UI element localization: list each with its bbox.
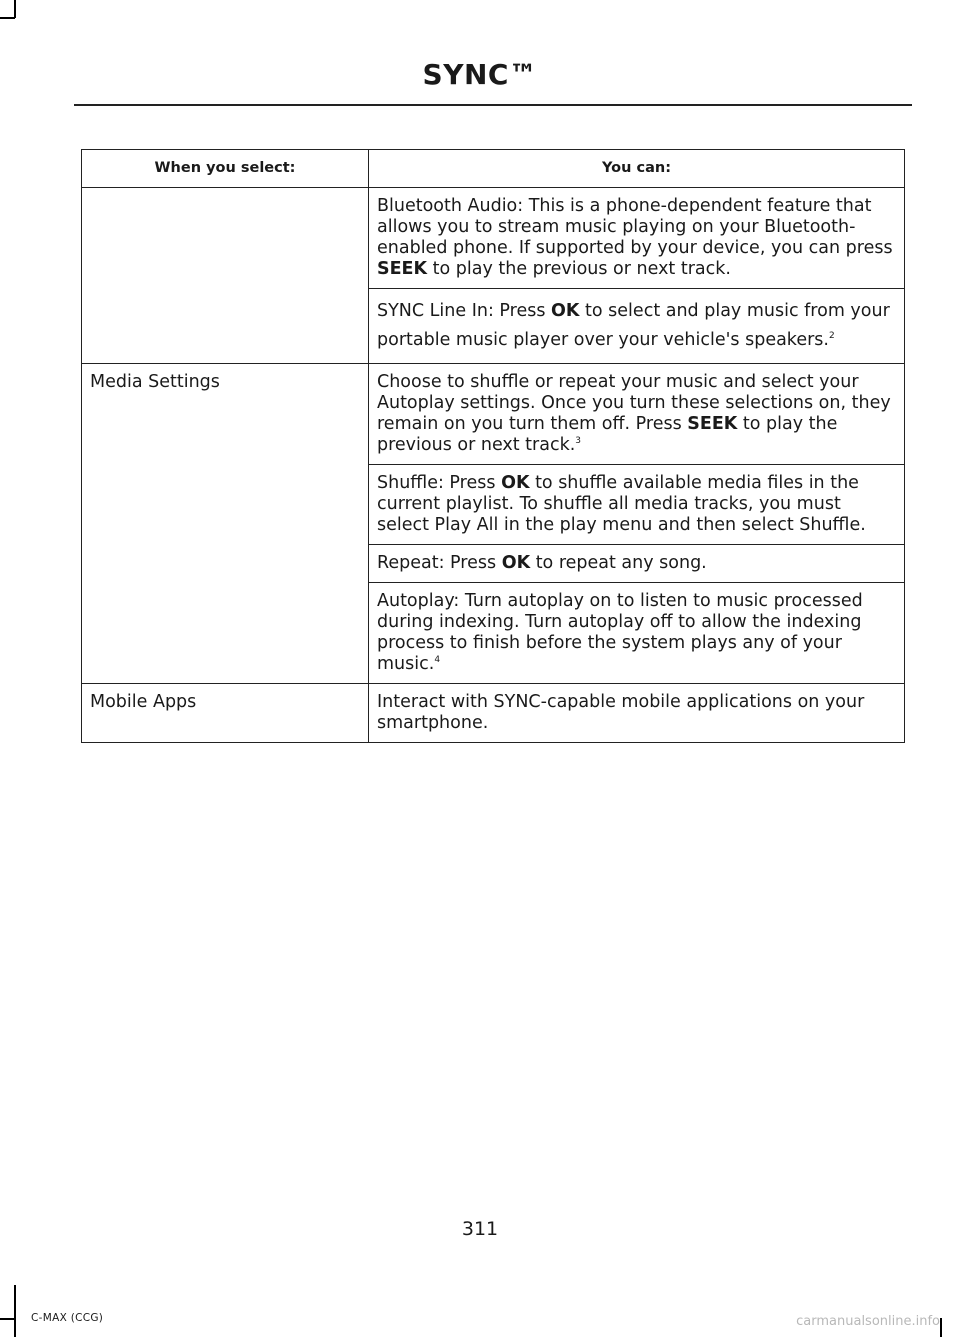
row-description <box>369 364 905 684</box>
text: to select and play music from your portable music player over your vehicle's speakers. <box>377 301 890 350</box>
text: Shuffle: Press <box>377 473 502 493</box>
text: to repeat any song. <box>530 553 707 573</box>
footnote-marker: 4 <box>434 655 441 666</box>
bluetooth-audio-cell <box>369 188 904 288</box>
table-row <box>82 684 905 743</box>
crop-mark <box>940 1318 942 1337</box>
keyword-ok: OK <box>501 553 531 573</box>
footnote-marker: 2 <box>828 331 835 342</box>
header-you-can: You can: <box>369 150 905 188</box>
sync-media-table <box>81 149 905 743</box>
keyword-ok: OK <box>551 301 580 321</box>
media-settings-intro-cell <box>369 364 904 464</box>
text: Repeat: Press <box>377 553 502 573</box>
shuffle-cell <box>369 464 904 544</box>
autoplay-cell <box>369 582 904 683</box>
table-row <box>82 188 905 364</box>
table-row <box>82 364 905 684</box>
crop-mark <box>14 0 16 18</box>
vehicle-code: C-MAX (CCG) <box>31 1312 104 1324</box>
row-label-mobile-apps: Mobile Apps <box>82 684 369 743</box>
text: Bluetooth Audio: This is a phone-dependent feature that allows you to stream music playing on your Bluetooth-enabled phone. If supported by your device, you can press <box>377 196 893 258</box>
text: to play the previous or next track. <box>377 414 838 455</box>
repeat-cell <box>369 544 904 582</box>
footnote-marker: 3 <box>575 436 582 447</box>
text: Autoplay: Turn autoplay on to listen to music processed during indexing. Turn autoplay off to allow the indexing process to finish before the system plays any of your music. <box>377 591 863 674</box>
header-divider <box>74 104 912 106</box>
page-title: SYNC™ <box>422 58 538 91</box>
keyword-seek: SEEK <box>377 259 428 279</box>
text: to shuffle available media files in the current playlist. To shuffle all media tracks, you must select Play All in the play menu and then select Shuffle. <box>377 473 866 535</box>
crop-mark <box>14 1285 16 1337</box>
keyword-seek: SEEK <box>687 414 738 434</box>
header-when-you-select: When you select: <box>82 150 369 188</box>
page-number: 311 <box>461 1218 499 1240</box>
watermark: carmanualsonline.info <box>796 1314 940 1329</box>
text: to play the previous or next track. <box>427 259 731 279</box>
keyword-ok: OK <box>501 473 530 493</box>
row-label-media-settings: Media Settings <box>82 364 369 684</box>
sync-line-in-cell <box>369 288 904 363</box>
row-description <box>369 188 905 364</box>
row-label-empty <box>82 188 369 364</box>
mobile-apps-cell: Interact with SYNC-capable mobile applications on your smartphone. <box>369 684 905 743</box>
text: SYNC Line In: Press <box>377 301 552 321</box>
crop-mark <box>0 17 15 19</box>
text: Choose to shuffle or repeat your music and select your Autoplay settings. Once you turn these selections on, they remain on you turn them off. Press <box>377 372 891 434</box>
table-header-row <box>82 150 905 188</box>
crop-mark <box>0 1318 15 1320</box>
